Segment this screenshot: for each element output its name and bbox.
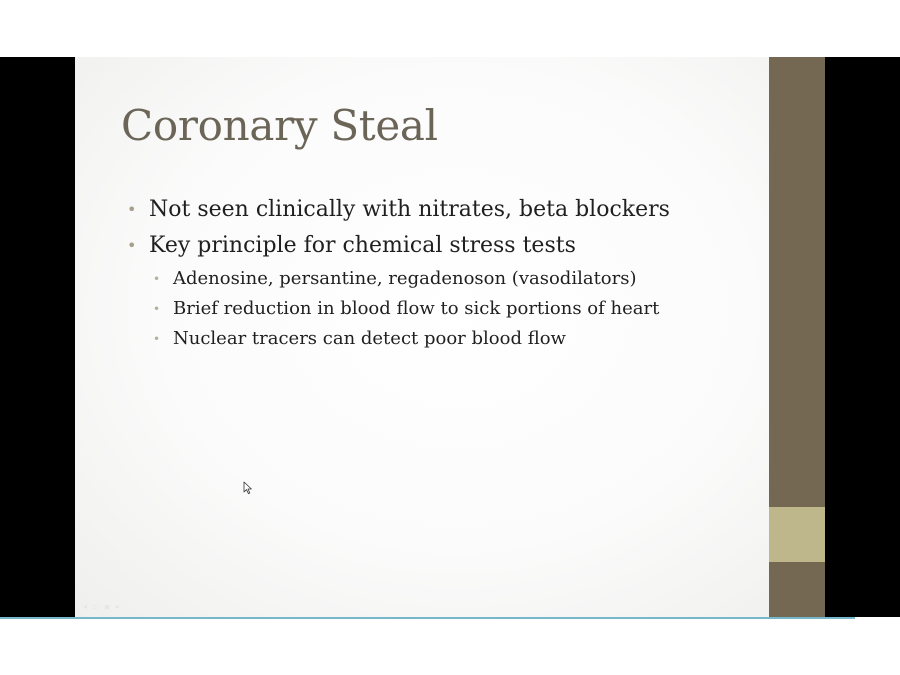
sub-bullet-dot-icon: • — [153, 332, 161, 346]
slide[interactable] — [75, 57, 769, 617]
bullet-item — [127, 192, 670, 228]
side-accent-block — [769, 507, 825, 562]
mouse-pointer-icon — [243, 481, 253, 495]
bullet-text: Not seen clinically with nitrates, beta blockers — [149, 197, 670, 222]
bullet-item — [127, 228, 670, 264]
playback-controls[interactable] — [83, 602, 126, 611]
bullet-dot-icon: • — [127, 236, 137, 255]
bullet-list — [127, 192, 670, 354]
sub-bullet-text: Nuclear tracers can detect poor blood flow — [173, 328, 566, 349]
bullet-text: Key principle for chemical stress tests — [149, 233, 576, 258]
sub-bullet-list — [127, 264, 670, 354]
sub-bullet-dot-icon: • — [153, 302, 161, 316]
prev-icon[interactable]: ◂ — [83, 602, 94, 611]
slides-icon[interactable]: ▪ — [104, 602, 116, 611]
presentation-viewer — [0, 57, 900, 617]
sub-bullet-group — [127, 264, 670, 354]
bullet-dot-icon: • — [127, 200, 137, 219]
menu-icon[interactable]: ▫ — [93, 602, 105, 611]
sub-bullet-item — [127, 324, 670, 354]
slide-title: Coronary Steal — [121, 101, 438, 150]
sub-bullet-dot-icon: • — [153, 272, 161, 286]
sub-bullet-text: Brief reduction in blood flow to sick portions of heart — [173, 298, 660, 319]
video-progress-bar[interactable] — [0, 617, 855, 619]
sub-bullet-text: Adenosine, persantine, regadenoson (vasodilators) — [173, 268, 637, 289]
next-icon[interactable]: ▸ — [115, 602, 126, 611]
sub-bullet-item — [127, 294, 670, 324]
sub-bullet-item — [127, 264, 670, 294]
slide-side-bar — [769, 57, 825, 617]
